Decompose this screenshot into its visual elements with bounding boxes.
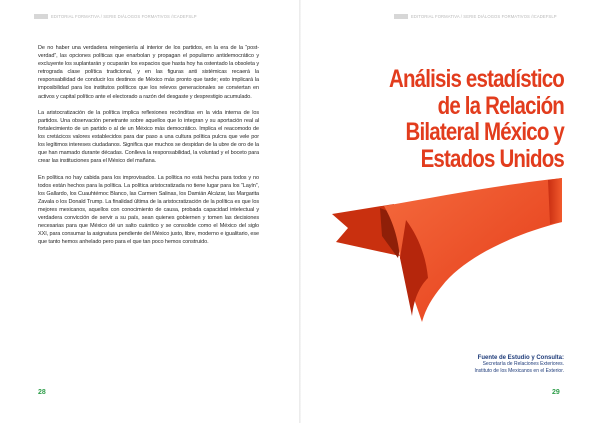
page-number: 29 [552, 389, 560, 396]
right-page [300, 0, 600, 423]
running-header-text: EDITORIAL FORMATIVA / SERIE DIÁLOGOS FORMATIVOS /ICADEFSLP [51, 14, 197, 19]
publisher-logo [34, 14, 48, 19]
publisher-logo [394, 14, 408, 19]
running-header [394, 14, 557, 19]
title-line: de la Relación [437, 91, 564, 120]
page-number: 28 [38, 389, 46, 396]
paragraph: La aristocratización de la política implica reflexiones recónditas en la vida interna de los partidos. Una observación penetrante sobre aquellos que lo integran y su aportación real al fortalecimiento de un partido o al de un México más democrático. Implica el reacomodo de los cretácicos valores establecidos para dar paso a una cultura política pulcra que vele por los legítimos intereses ciudadanos. Significa que muchos se despidan de la ubre de oro de la que han mamado durante décadas. Conlleva la responsabilidad, la voluntad y el boceto para crear las instituciones para el México del mañana. [38, 109, 259, 165]
chapter-title [351, 66, 564, 172]
running-header [34, 14, 197, 19]
title-line: Bilateral México y [405, 118, 564, 146]
source-block [475, 355, 565, 375]
source-label: Fuente de Estudio y Consulta: [477, 355, 564, 361]
title-line: Análisis estadístico [388, 65, 564, 93]
paragraph: En política no hay cabida para los improvisados. La política no está hecha para todos y no todos están hechos para la política. La política aristocratizada no tiene lugar para los “Layín”, los Gallardo, los Cuauhtémoc Blanco, las Carmen Salinas, los Damián Alcázar, las Margarita Zavala o los Donald Trump. La finalidad última de la aristocratización de la política es que los mejores mexicanos, aquellos con conocimiento de causa, probada capacidad intelectual y verdadera convicción de servir a su país, sean quienes gobiernen y tomen las decisiones necesarias para que México dé un salto cuántico y se consolide como el México del siglo XXI, para consumar la asignatura pendiente del México justo, libre, moderno e igualitario, ese que tanto hemos anhelado pero para el que tan poco hemos construido. [38, 174, 259, 246]
source-line: Instituto de los Mexicanos en el Exterior. [474, 368, 564, 374]
red-ribbon-graphic [322, 176, 572, 326]
running-header-text: EDITORIAL FORMATIVA / SERIE DIÁLOGOS FORMATIVOS /ICADEFSLP [411, 14, 557, 19]
title-line: Estados Unidos [420, 144, 564, 173]
body-text [38, 44, 259, 254]
paragraph: De no haber una verdadera reingeniería al interior de los partidos, en la era de la “post-verdad”, las opciones políticas que enarbolan y propagan el populismo antidemocrático y excluyente los suplantarán y ocuparán los espacios que hasta hoy ha ostentado la obsoleta y retrograda clase política tradicional, y en las figuras anti sistémicas recaerá la responsabilidad de conducir los destinos de México más pronto que tarde; esto implicará la imposibilidad para los institutos políticos que los relevos generacionales se conviertan en activos y capital político ante el electorado a razón del desgaste y desprestigio acumulado. [38, 45, 259, 100]
source-line: Secretaría de Relaciones Exteriores. [482, 361, 564, 367]
